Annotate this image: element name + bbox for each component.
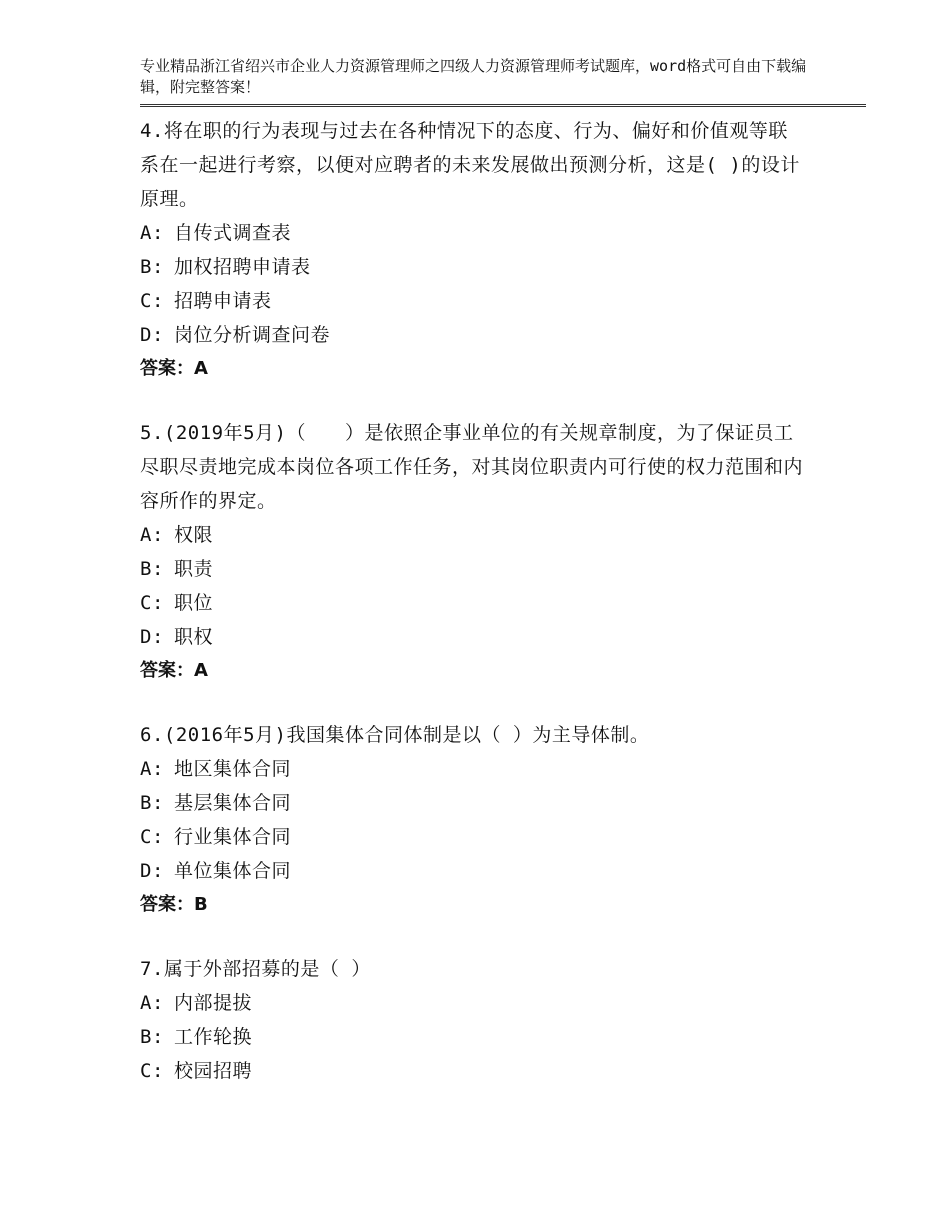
question-stem: 6.(2016年5月)我国集体合同体制是以（ ）为主导体制。 <box>140 724 650 746</box>
question-stem: 7.属于外部招募的是（ ） <box>140 958 371 980</box>
answer: 答案：B <box>140 894 208 915</box>
option-c: C: 职位 <box>140 592 214 614</box>
option-a: A: 自传式调查表 <box>140 222 292 244</box>
option-c: C: 行业集体合同 <box>140 826 292 848</box>
question-6 <box>140 718 866 922</box>
option-d: D: 职权 <box>140 626 214 648</box>
option-a: A: 权限 <box>140 524 214 546</box>
option-b: B: 加权招聘申请表 <box>140 256 311 278</box>
option-d: D: 岗位分析调查问卷 <box>140 324 331 346</box>
answer: 答案：A <box>140 660 208 681</box>
option-b: B: 职责 <box>140 558 214 580</box>
option-c: C: 招聘申请表 <box>140 290 272 312</box>
question-5 <box>140 416 866 688</box>
document-header: 专业精品浙江省绍兴市企业人力资源管理师之四级人力资源管理师考试题库，word格式可自由下载编辑，附完整答案！ <box>140 57 807 96</box>
option-a: A: 内部提拔 <box>140 992 253 1014</box>
question-stem: 4.将在职的行为表现与过去在各种情况下的态度、行为、偏好和价值观等联系在一起进行考察，以便对应聘者的未来发展做出预测分析，这是( )的设计原理。 <box>140 120 800 210</box>
question-7 <box>140 952 866 1088</box>
option-b: B: 工作轮换 <box>140 1026 253 1048</box>
answer: 答案：A <box>140 358 208 379</box>
question-4 <box>140 114 866 386</box>
header-divider <box>140 104 866 107</box>
option-b: B: 基层集体合同 <box>140 792 292 814</box>
question-stem: 5.(2019年5月)（ ）是依照企事业单位的有关规章制度，为了保证员工尽职尽责地完成本岗位各项工作任务，对其岗位职责内可行使的权力范围和内容所作的界定。 <box>140 422 804 512</box>
option-a: A: 地区集体合同 <box>140 758 292 780</box>
option-d: D: 单位集体合同 <box>140 860 292 882</box>
option-c: C: 校园招聘 <box>140 1060 253 1082</box>
